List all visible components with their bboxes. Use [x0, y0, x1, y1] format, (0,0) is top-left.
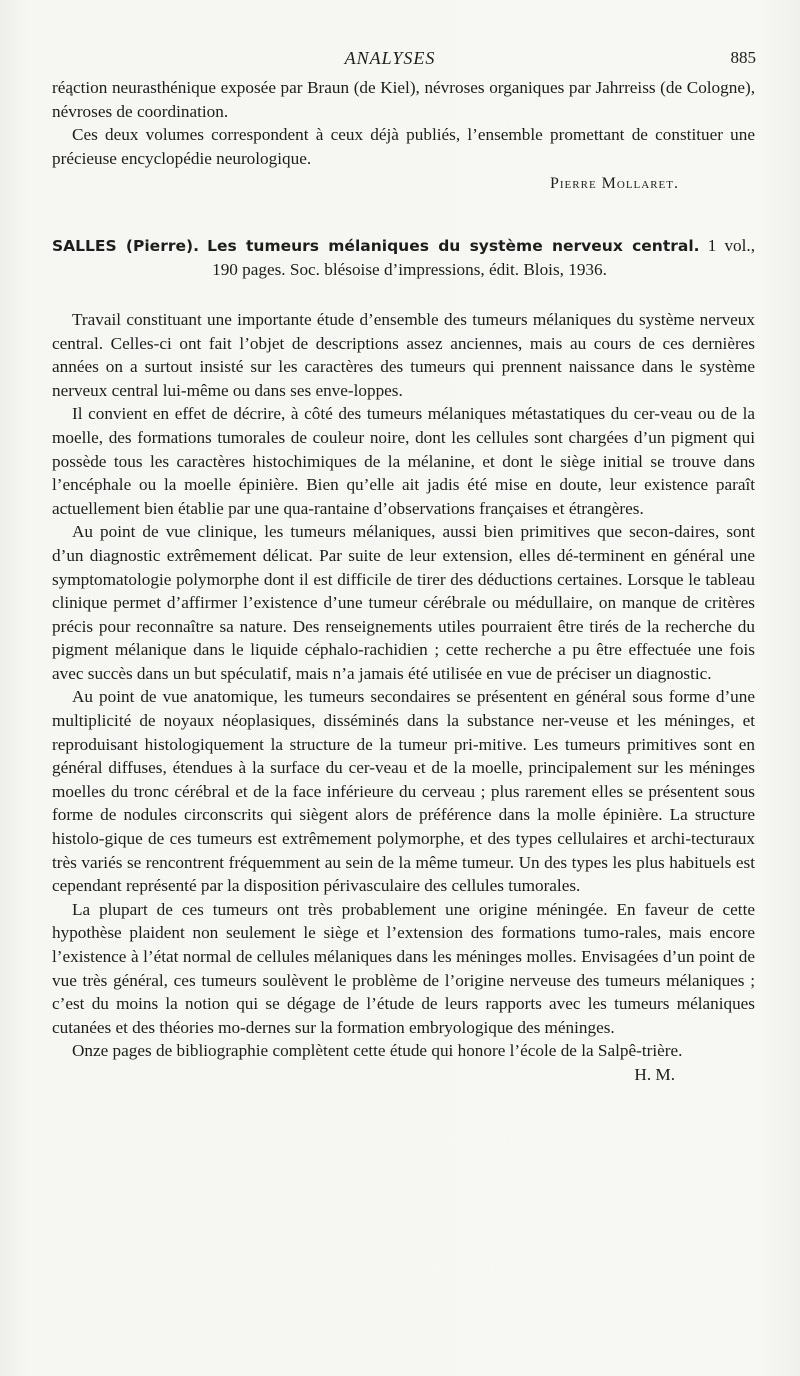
review-paragraph: Au point de vue clinique, les tumeurs mélaniques, aussi bien primitives que secon-daires, sont d’un diagnostic extrêmement délicat. Par suite de leur extension, elles dé-terminent en général une symptomatologie polymorphe dont il est difficile de tirer des déductions certaines. Lorsque le tableau clinique permet d’affirmer l’existence d’une tumeur cérébrale ou médullaire, on manque de critères précis pour reconnaître sa nature. Des renseignements utiles pourraient être tirés de la recherche du pigment mélanique dans le liquide céphalo-rachidien ; cette recherche a pu être effectuée une fois avec succès dans un but spéculatif, mais n’a jamais été utilisée en vue de préciser un diagnostic. [52, 522, 755, 683]
previous-review-signature: Pierre Mollaret. [549, 175, 679, 193]
review-paragraph: La plupart de ces tumeurs ont très probablement une origine méningée. En faveur de cette hypothèse plaident non seulement le siège et l’extension des formations tumo-rales, mais encore l’existence à l’état normal de cellules mélaniques dans les méninges molles. Envisagées d’un point de vue très général, ces tumeurs soulèvent le problème de l’origine nerveuse des tumeurs mélaniques ; c’est du moins la notion qui se dégage de l’étude de leurs rapports avec les tumeurs mélaniques cutanées et des théories mo-dernes sur la formation embryologique des méninges. [52, 899, 755, 1037]
running-title: ANALYSES [344, 48, 436, 68]
review-publication-details: 190 pages. Soc. blésoise d’impressions, édit. Blois, 1936. [212, 259, 607, 279]
review-title: Les tumeurs mélaniques du système nerveux central. [207, 236, 700, 255]
review-heading [52, 234, 755, 282]
previous-review-continuation: réaction neurasthénique exposée par Braun (de Kiel), névroses organiques par Jahrreiss (de Cologne), névroses de coordination. [52, 78, 755, 121]
review-author: SALLES (Pierre). [52, 236, 199, 255]
review-closing [52, 1039, 755, 1084]
page-number: 885 [730, 48, 756, 67]
review-paragraph: Au point de vue anatomique, les tumeurs secondaires se présentent en général sous forme d’une multiplicité de noyaux néoplasiques, disséminés dans la substance ner-veuse et les méninges, et reproduisant histologiquement la structure de la tumeur pri-mitive. Les tumeurs primitives sont en général diffuses, étendues à la surface du cer-veau et de la moelle, principalement sur les méninges moelles du tronc cérébral et de la face inférieure du cerveau ; plus rarement elles se présentent sous forme de nodules circonscrits qui siègent alors de préférence dans la molle épinière. La structure histolo-gique de ces tumeurs est extrêmement polymorphe, et des types cellulaires et archi-tecturaux très variés se rencontrent fréquemment au sein de la même tumeur. Un des types les plus habituels est cependant représenté par la disposition périvasculaire des cellules tumorales. [52, 687, 755, 896]
review-signature: H. M. [634, 1064, 675, 1084]
review-volume: 1 vol., [707, 235, 756, 255]
page-body [52, 76, 756, 1084]
review-paragraph: Travail constituant une importante étude d’ensemble des tumeurs mélaniques du système nerveux central. Celles-ci ont fait l’objet de descriptions assez anciennes, mais au cours de ces dernières années on a surtout insisté sur les caractères des tumeurs qui prennent naissance dans le système nerveux central lui-même ou dans ses enve-loppes. [52, 309, 755, 400]
review-paragraph: Onze pages de bibliographie complètent cette étude qui honore l’école de la Salpê-trière. [72, 1041, 683, 1061]
review-paragraph: Il convient en effet de décrire, à côté des tumeurs mélaniques métastatiques du cer-veau ou de la moelle, des formations tumorales de couleur noire, dont les cellules sont chargées d’un pigment qui possède tous les caractères histochimiques de la mélanine, et dont le siège initial se trouve dans l’encéphale ou la moelle épinière. Bien qu’elle ait jadis été mise en doute, leur existence paraît actuellement bien établie par une qua-rantaine d’observations françaises et étrangères. [52, 404, 755, 518]
running-header [0, 48, 800, 72]
previous-review-paragraph: Ces deux volumes correspondent à ceux déjà publiés, l’ensemble promettant de constituer une précieuse encyclopédie neurologique. [52, 125, 755, 168]
